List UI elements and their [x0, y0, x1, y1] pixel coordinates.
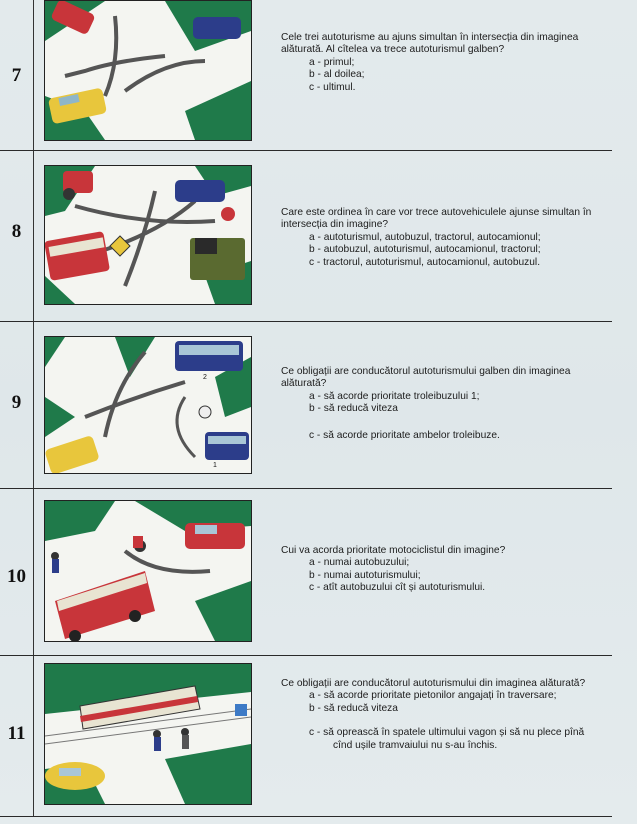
question-stem: Cele trei autoturisme au ajuns simultan în intersecția din imaginea alăturată. Al cîtelea va trece autoturismul galben?	[281, 32, 579, 56]
answer-option-b[interactable]: b - să reducă viteza	[309, 403, 398, 415]
answer-option-a[interactable]: a - primul;	[309, 56, 355, 68]
question-number: 10	[7, 566, 26, 587]
question-text-9	[281, 366, 599, 442]
answer-option-b[interactable]: b - al doilea;	[309, 69, 365, 81]
tram-stop-scene-11	[45, 664, 251, 804]
answer-option-b[interactable]: b - autobuzul, autoturismul, autocamionul, tractorul;	[309, 244, 541, 256]
intersection-illustration-9	[44, 336, 252, 474]
answer-option-a[interactable]: a - să acorde prioritate pietonilor angajați în traversare;	[309, 690, 557, 702]
answer-option-c[interactable]: c - atît autobuzului cît și autoturismului.	[309, 582, 486, 594]
question-stem: Cui va acorda prioritate motociclistul din imagine?	[281, 545, 506, 556]
question-row-8	[0, 151, 612, 322]
question-row-9	[0, 322, 612, 489]
intersection-scene-8	[45, 166, 251, 304]
answer-option-c[interactable]: c - ultimul.	[309, 81, 356, 93]
answer-option-c[interactable]: c - să acorde prioritate ambelor troleibuze.	[309, 429, 500, 441]
question-number: 8	[11, 221, 22, 242]
column-divider	[33, 656, 34, 816]
trolleybus-2-label: 2	[203, 374, 207, 381]
intersection-illustration-7	[44, 0, 252, 141]
question-text-8	[281, 207, 599, 269]
intersection-illustration-8	[44, 165, 252, 305]
answer-option-b[interactable]: b - să reducă viteza	[309, 702, 398, 714]
answer-option-a[interactable]: a - să acorde prioritate troleibuzului 1;	[309, 390, 480, 402]
question-number: 11	[7, 723, 26, 744]
question-text-10	[281, 545, 599, 595]
column-divider	[33, 322, 34, 488]
tram-stop-illustration-11	[44, 663, 252, 805]
question-row-11	[0, 656, 612, 817]
question-number: 7	[11, 65, 22, 86]
intersection-scene-10	[45, 501, 251, 641]
question-stem: Ce obligații are conducătorul autoturismului din imaginea alăturată?	[281, 678, 586, 689]
intersection-scene-9	[45, 337, 251, 473]
answer-option-b[interactable]: b - numai autoturismului;	[309, 569, 421, 581]
answer-option-a[interactable]: a - autoturismul, autobuzul, tractorul, autocamionul;	[309, 231, 541, 243]
question-number: 9	[11, 392, 22, 413]
answer-option-c[interactable]: c - să oprească în spatele ultimului vagon și să nu plece pînă cînd ușile tramvaiului nu s-au închis.	[309, 727, 585, 751]
question-text-7	[281, 32, 599, 94]
question-stem: Care este ordinea în care vor trece autovehiculele ajunse simultan în intersecția din imagine?	[281, 207, 592, 231]
intersection-scene-7	[45, 1, 251, 140]
answer-option-c[interactable]: c - tractorul, autoturismul, autocamionul, autobuzul.	[309, 256, 541, 268]
column-divider	[33, 151, 34, 321]
question-row-10	[0, 489, 612, 656]
question-text-11	[281, 678, 599, 752]
column-divider	[33, 0, 34, 150]
intersection-illustration-10	[44, 500, 252, 642]
trolleybus-1-label: 1	[213, 462, 217, 469]
answer-option-a[interactable]: a - numai autobuzului;	[309, 557, 410, 569]
question-row-7	[0, 0, 612, 151]
column-divider	[33, 489, 34, 655]
question-stem: Ce obligații are conducătorul autoturismului galben din imaginea alăturată?	[281, 366, 571, 390]
